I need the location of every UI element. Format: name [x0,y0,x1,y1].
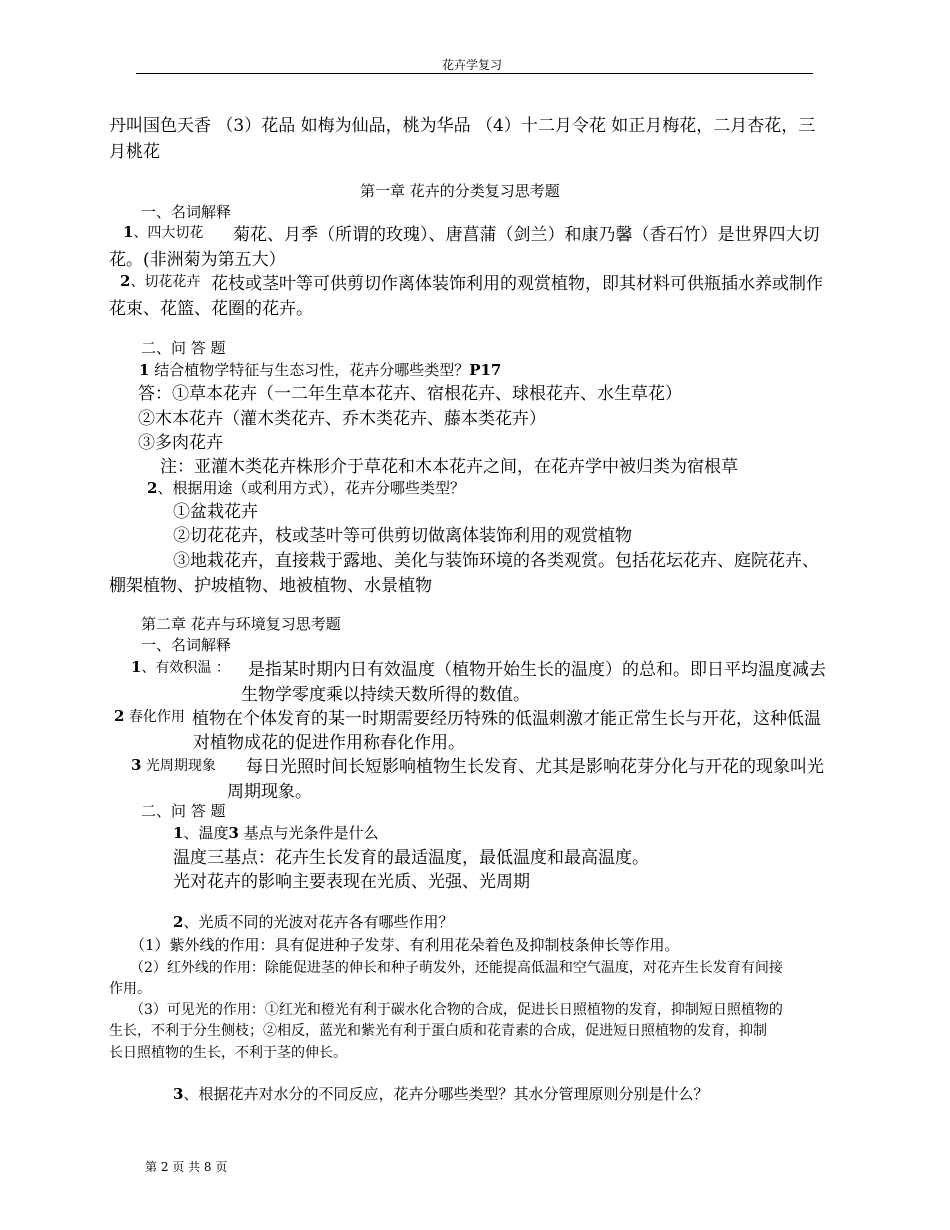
ch1-term-2-definition-1: 花枝或茎叶等可供剪切作离体装饰利用的观赏植物，即其材料可供瓶插水养或制作 [211,274,823,294]
ch2-question-3 [173,1083,708,1104]
ch2-question-3-number: 3 [173,1085,184,1103]
ch1-term-1-number: 1 [123,223,134,241]
ch2-term-3 [131,755,216,775]
ch2-term-1-definition-1: 是指某时期内日有效温度（植物开始生长的温度）的总和。即日平均温度减去 [248,660,826,680]
chapter-1-title: 第一章 花卉的分类复习思考题 [360,182,560,200]
ch2-question-1 [173,822,379,843]
ch2-question-1-number: 1 [173,824,184,842]
ch2-answer-2-line-2a: （2）红外线的作用：除能促进茎的伸长和种子萌发外，还能提高低温和空气温度，对花卉生长发育有间接 [130,960,783,976]
ch2-answer-2-line-1: （1）紫外线的作用：具有促进种子发芽、有利用花朵着色及抑制枝条伸长等作用。 [130,936,680,954]
chapter-1-section-terms: 一、名词解释 [141,203,232,221]
ch1-answer-2-line-2: ②切花花卉，枝或茎叶等可供剪切做离体装饰利用的观赏植物 [173,526,632,546]
ch1-question-1-page: P17 [469,361,502,379]
ch1-question-1-number: 1 [139,361,150,379]
ch1-answer-1-line-3: ③多肉花卉 [138,433,223,453]
ch1-question-2 [147,477,465,498]
ch1-question-1 [139,359,501,380]
continuation-line-1: 丹叫国色天香 （3）花品 如梅为仙品，桃为华品 （4）十二月令花 如正月梅花，二月杏花，三 [109,116,816,136]
continuation-line-2: 月桃花 [109,142,160,162]
ch2-question-2 [173,911,453,932]
ch2-answer-2-line-2b: 作用。 [109,981,151,997]
ch2-question-3-text: 、根据花卉对水分的不同反应，花卉分哪些类型？其水分管理原则分别是什么？ [183,1085,709,1103]
ch1-answer-2-line-3a: ③地栽花卉，直接栽于露地、美化与装饰环境的各类观赏。包括花坛花卉、庭院花卉、 [173,551,819,571]
ch2-question-2-number: 2 [173,913,184,931]
page-header-title: 花卉学复习 [442,58,503,72]
ch1-question-2-number: 2 [147,479,158,497]
ch2-term-1-definition-2: 生物学零度乘以持续天数所得的数值。 [241,685,530,705]
ch1-term-2-definition-2: 花束、花篮、花圈的花卉。 [109,299,313,319]
header-rule [136,73,813,74]
ch1-term-1-definition-1: 菊花、月季（所谓的玫瑰）、唐菖蒲（剑兰）和康乃馨（香石竹）是世界四大切 [233,225,820,245]
chapter-2-section-terms: 一、名词解释 [141,636,232,654]
ch2-term-3-label: 光周期现象 [141,758,216,774]
chapter-2-title: 第二章 花卉与环境复习思考题 [141,615,341,633]
ch2-term-2-definition-2: 对植物成花的促进作用称春化作用。 [193,733,465,753]
ch1-term-1-definition-2: 花。(非洲菊为第五大） [109,250,286,270]
chapter-2-section-qa: 二、问 答 题 [141,802,226,820]
ch2-term-2-number: 2 [114,707,125,725]
ch2-answer-2-line-3c: 长日照植物的生长，不利于茎的伸长。 [109,1045,347,1061]
ch2-term-1-number: 1 [131,658,142,676]
ch2-term-2-label: 春化作用 [124,709,185,725]
ch1-term-2 [120,271,200,291]
ch1-answer-1-line-2: ②木本花卉（灌木类花卉、乔木类花卉、藤本类花卉） [138,409,546,429]
ch2-question-1-text-a: 、温度 [183,824,229,842]
page-footer-number: 第 2 页 共 8 页 [145,1160,228,1174]
ch2-question-1-text-b: 3 [228,824,239,842]
ch1-term-1 [123,222,203,242]
ch1-term-2-label: 、切花花卉 [130,274,201,290]
ch1-answer-1-note: 注：亚灌木类花卉株形介于草花和木本花卉之间，在花卉学中被归类为宿根草 [160,457,738,477]
ch2-term-1-label: 、有效积温 ： [141,660,230,676]
ch1-answer-2-line-3b: 棚架植物、护坡植物、地被植物、水景植物 [109,576,432,596]
ch1-term-2-number: 2 [120,272,131,290]
chapter-1-section-qa: 二、问 答 题 [141,339,226,357]
ch2-term-2-definition-1: 植物在个体发育的某一时期需要经历特殊的低温刺激才能正常生长与开花，这种低温 [192,709,821,729]
ch2-term-3-definition-2: 周期现象。 [227,782,312,802]
ch2-question-1-text-c: 基点与光条件是什么 [238,824,379,842]
ch2-answer-2-line-3a: （3）可见光的作用：①红光和橙光有利于碳水化合物的合成，促进长日照植物的发育，抑制短日照植物的 [130,1002,783,1018]
ch2-term-2 [114,706,185,726]
ch2-term-3-number: 3 [131,756,142,774]
ch1-term-1-label: 、四大切花 [133,225,204,241]
ch1-answer-1-line-1: 答：①草本花卉（一二年生草本花卉、宿根花卉、球根花卉、水生草花） [138,384,682,404]
ch2-answer-1-line-1: 温度三基点：花卉生长发育的最适温度，最低温度和最高温度。 [173,848,649,868]
ch2-question-2-text: 、光质不同的光波对花卉各有哪些作用？ [183,913,454,931]
ch1-answer-2-line-1: ①盆栽花卉 [173,502,258,522]
ch1-question-2-text: 、根据用途（或利用方式），花卉分哪些类型？ [157,479,465,497]
ch2-term-1 [131,657,230,677]
ch2-term-3-definition-1: 每日光照时间长短影响植物生长发育、尤其是影响花芽分化与开花的现象叫光 [246,757,824,777]
ch2-answer-1-line-2: 光对花卉的影响主要表现在光质、光强、光周期 [173,872,530,892]
ch2-answer-2-line-3b: 生长，不利于分生侧枝；②相反，蓝光和紫光有利于蛋白质和花青素的合成，促进短日照植物的发育，抑制 [109,1023,767,1039]
ch1-question-1-text: 结合植物学特征与生态习性，花卉分哪些类型？ [149,361,470,379]
